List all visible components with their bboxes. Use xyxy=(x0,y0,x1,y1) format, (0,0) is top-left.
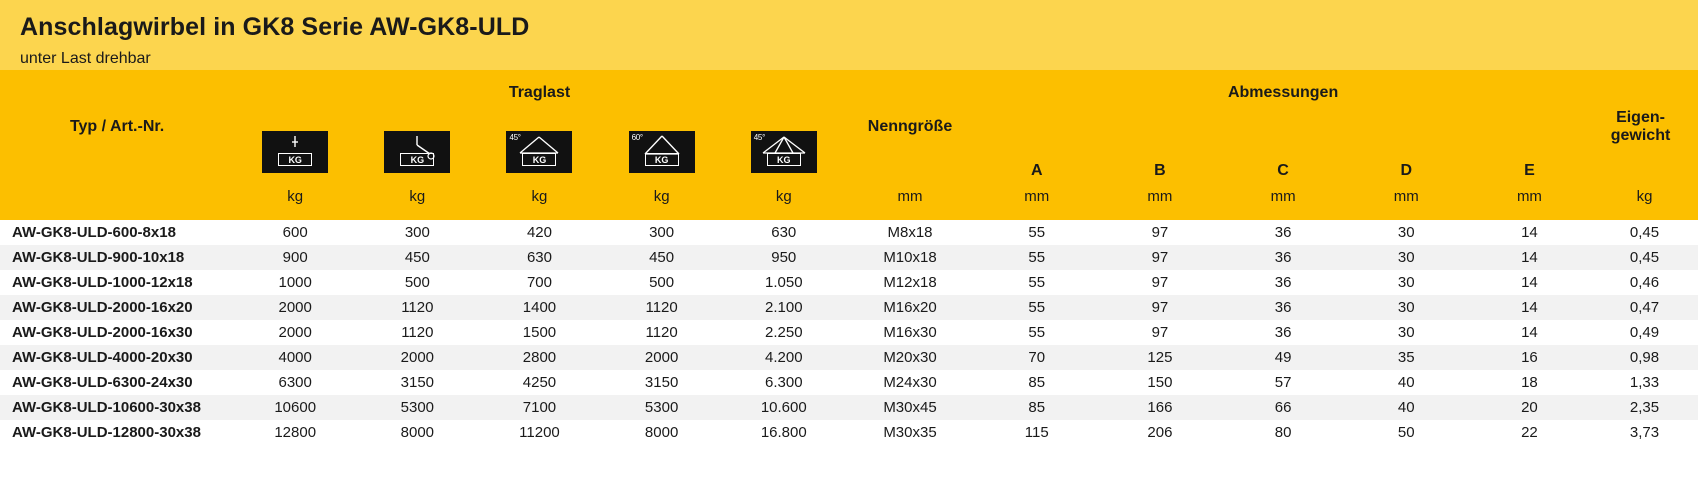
cell-value: 3150 xyxy=(601,370,723,395)
cell-value: 8000 xyxy=(601,420,723,445)
cell-value: 30 xyxy=(1345,220,1468,245)
cell-value: 40 xyxy=(1345,370,1468,395)
load-two-leg-60-icon xyxy=(629,131,695,173)
cell-value: 6300 xyxy=(234,370,356,395)
cell-value: M16x20 xyxy=(845,295,975,320)
cell-value: 2.100 xyxy=(723,295,845,320)
load-two-leg-60-cell xyxy=(601,118,723,186)
cell-value: 1.050 xyxy=(723,270,845,295)
unit-dimension-c: mm xyxy=(1222,186,1345,220)
cell-value: 206 xyxy=(1098,420,1221,445)
load-straight-cell xyxy=(234,118,356,186)
cell-value: 97 xyxy=(1098,320,1221,345)
cell-value: 166 xyxy=(1098,395,1221,420)
load-single-hook-cell xyxy=(356,118,478,186)
cell-value: M10x18 xyxy=(845,245,975,270)
cell-value: 97 xyxy=(1098,270,1221,295)
cell-value: 20 xyxy=(1468,395,1591,420)
cell-value: 630 xyxy=(478,245,600,270)
cell-value: 85 xyxy=(975,370,1098,395)
load-two-leg-60-label: KG xyxy=(645,153,679,166)
cell-value: 57 xyxy=(1222,370,1345,395)
header-dimension-c: C xyxy=(1222,118,1345,186)
cell-value: M8x18 xyxy=(845,220,975,245)
cell-typ: AW-GK8-ULD-10600-30x38 xyxy=(0,395,234,420)
cell-value: 3150 xyxy=(356,370,478,395)
load-two-leg-45-label: KG xyxy=(522,153,556,166)
header-dimension-a: A xyxy=(975,118,1098,186)
load-two-leg-45-cell xyxy=(478,118,600,186)
cell-value: 10600 xyxy=(234,395,356,420)
table-row xyxy=(0,345,1698,370)
cell-value: 40 xyxy=(1345,395,1468,420)
cell-value: 6.300 xyxy=(723,370,845,395)
unit-dimension-b: mm xyxy=(1098,186,1221,220)
cell-value: 80 xyxy=(1222,420,1345,445)
cell-value: M20x30 xyxy=(845,345,975,370)
cell-typ: AW-GK8-ULD-4000-20x30 xyxy=(0,345,234,370)
cell-value: 8000 xyxy=(356,420,478,445)
cell-value: 300 xyxy=(356,220,478,245)
table-row xyxy=(0,295,1698,320)
unit-dimension-e: mm xyxy=(1468,186,1591,220)
cell-value: 35 xyxy=(1345,345,1468,370)
unit-traglast-5: kg xyxy=(723,186,845,220)
cell-value: 7100 xyxy=(478,395,600,420)
cell-value: 16 xyxy=(1468,345,1591,370)
cell-value: 5300 xyxy=(356,395,478,420)
header-typ: Typ / Art.-Nr. xyxy=(0,70,234,186)
cell-typ: AW-GK8-ULD-2000-16x20 xyxy=(0,295,234,320)
unit-eigengewicht: kg xyxy=(1591,186,1698,220)
cell-value: 2000 xyxy=(601,345,723,370)
cell-value: 0,45 xyxy=(1591,245,1698,270)
cell-value: 450 xyxy=(356,245,478,270)
table-body xyxy=(0,220,1698,445)
cell-typ: AW-GK8-ULD-600-8x18 xyxy=(0,220,234,245)
header-nenngroesse: Nenngröße xyxy=(845,70,975,186)
table-row xyxy=(0,420,1698,445)
cell-value: 50 xyxy=(1345,420,1468,445)
specification-table xyxy=(0,70,1698,445)
cell-value: 1120 xyxy=(356,320,478,345)
unit-typ xyxy=(0,186,234,220)
unit-traglast-3: kg xyxy=(478,186,600,220)
unit-traglast-2: kg xyxy=(356,186,478,220)
header-abmessungen: Abmessungen xyxy=(975,70,1591,118)
cell-value: 0,46 xyxy=(1591,270,1698,295)
cell-value: 1400 xyxy=(478,295,600,320)
load-single-hook-icon xyxy=(384,131,450,173)
cell-value: 125 xyxy=(1098,345,1221,370)
cell-value: 49 xyxy=(1222,345,1345,370)
page-title: Anschlagwirbel in GK8 Serie AW-GK8-ULD xyxy=(20,13,530,41)
cell-value: 420 xyxy=(478,220,600,245)
cell-value: 0,49 xyxy=(1591,320,1698,345)
header-eigengewicht-line2: gewicht xyxy=(1610,127,1671,144)
cell-value: 2.250 xyxy=(723,320,845,345)
unit-dimension-a: mm xyxy=(975,186,1098,220)
cell-value: 4250 xyxy=(478,370,600,395)
cell-value: 1120 xyxy=(601,295,723,320)
cell-value: 30 xyxy=(1345,295,1468,320)
table-row xyxy=(0,270,1698,295)
cell-value: 2000 xyxy=(234,295,356,320)
header-dimension-e: E xyxy=(1468,118,1591,186)
cell-value: 97 xyxy=(1098,295,1221,320)
cell-value: 55 xyxy=(975,270,1098,295)
cell-value: 2000 xyxy=(234,320,356,345)
load-two-leg-60-angle: 60° xyxy=(631,133,643,142)
cell-value: 630 xyxy=(723,220,845,245)
cell-value: 2,35 xyxy=(1591,395,1698,420)
cell-value: M30x35 xyxy=(845,420,975,445)
cell-value: 66 xyxy=(1222,395,1345,420)
cell-value: 4.200 xyxy=(723,345,845,370)
cell-value: 1120 xyxy=(601,320,723,345)
cell-value: 14 xyxy=(1468,295,1591,320)
cell-value: 500 xyxy=(601,270,723,295)
cell-value: 97 xyxy=(1098,245,1221,270)
cell-value: 10.600 xyxy=(723,395,845,420)
cell-typ: AW-GK8-ULD-12800-30x38 xyxy=(0,420,234,445)
cell-value: 4000 xyxy=(234,345,356,370)
cell-value: 14 xyxy=(1468,320,1591,345)
cell-value: 36 xyxy=(1222,295,1345,320)
cell-typ: AW-GK8-ULD-6300-24x30 xyxy=(0,370,234,395)
header-eigengewicht xyxy=(1591,70,1698,186)
cell-value: 0,45 xyxy=(1591,220,1698,245)
unit-traglast-4: kg xyxy=(601,186,723,220)
cell-value: 30 xyxy=(1345,320,1468,345)
cell-value: 14 xyxy=(1468,220,1591,245)
table-unit-header-row xyxy=(0,186,1698,220)
cell-value: 0,98 xyxy=(1591,345,1698,370)
header-dimension-b: B xyxy=(1098,118,1221,186)
header-eigengewicht-line1: Eigen- xyxy=(1616,108,1665,126)
cell-value: 22 xyxy=(1468,420,1591,445)
cell-value: 30 xyxy=(1345,270,1468,295)
cell-value: 5300 xyxy=(601,395,723,420)
title-band xyxy=(0,0,1698,70)
table-row xyxy=(0,245,1698,270)
cell-value: 1,33 xyxy=(1591,370,1698,395)
cell-typ: AW-GK8-ULD-1000-12x18 xyxy=(0,270,234,295)
load-four-leg-45-angle: 45° xyxy=(753,133,765,142)
cell-value: 36 xyxy=(1222,220,1345,245)
cell-value: 2800 xyxy=(478,345,600,370)
header-traglast: Traglast xyxy=(234,70,845,118)
cell-value: 97 xyxy=(1098,220,1221,245)
cell-value: 30 xyxy=(1345,245,1468,270)
table-row xyxy=(0,320,1698,345)
cell-value: 1000 xyxy=(234,270,356,295)
cell-value: 3,73 xyxy=(1591,420,1698,445)
cell-value: M16x30 xyxy=(845,320,975,345)
cell-value: M30x45 xyxy=(845,395,975,420)
cell-value: 18 xyxy=(1468,370,1591,395)
load-two-leg-45-icon xyxy=(506,131,572,173)
load-straight-label: KG xyxy=(278,153,312,166)
table-row xyxy=(0,370,1698,395)
unit-dimension-d: mm xyxy=(1345,186,1468,220)
load-two-leg-45-angle: 45° xyxy=(509,133,521,142)
cell-value: 12800 xyxy=(234,420,356,445)
cell-value: 150 xyxy=(1098,370,1221,395)
load-four-leg-45-icon xyxy=(751,131,817,173)
cell-value: 1120 xyxy=(356,295,478,320)
cell-value: 600 xyxy=(234,220,356,245)
cell-value: 70 xyxy=(975,345,1098,370)
cell-value: 14 xyxy=(1468,245,1591,270)
table-row xyxy=(0,220,1698,245)
cell-value: 55 xyxy=(975,295,1098,320)
cell-value: 11200 xyxy=(478,420,600,445)
table-group-header-row xyxy=(0,70,1698,118)
load-four-leg-45-label: KG xyxy=(767,153,801,166)
cell-value: 55 xyxy=(975,320,1098,345)
cell-value: M12x18 xyxy=(845,270,975,295)
cell-value: 900 xyxy=(234,245,356,270)
cell-value: 55 xyxy=(975,245,1098,270)
cell-value: 300 xyxy=(601,220,723,245)
table-row xyxy=(0,395,1698,420)
cell-value: 0,47 xyxy=(1591,295,1698,320)
cell-value: 2000 xyxy=(356,345,478,370)
cell-value: 950 xyxy=(723,245,845,270)
cell-typ: AW-GK8-ULD-900-10x18 xyxy=(0,245,234,270)
cell-value: 55 xyxy=(975,220,1098,245)
cell-value: 115 xyxy=(975,420,1098,445)
load-four-leg-45-cell xyxy=(723,118,845,186)
cell-value: 36 xyxy=(1222,245,1345,270)
cell-value: 36 xyxy=(1222,320,1345,345)
cell-value: 14 xyxy=(1468,270,1591,295)
cell-value: 500 xyxy=(356,270,478,295)
cell-value: 450 xyxy=(601,245,723,270)
unit-nenngroesse: mm xyxy=(845,186,975,220)
load-straight-icon xyxy=(262,131,328,173)
cell-value: M24x30 xyxy=(845,370,975,395)
page-subtitle: unter Last drehbar xyxy=(20,49,151,67)
header-dimension-d: D xyxy=(1345,118,1468,186)
cell-value: 36 xyxy=(1222,270,1345,295)
load-single-hook-label: KG xyxy=(400,153,434,166)
cell-value: 16.800 xyxy=(723,420,845,445)
cell-typ: AW-GK8-ULD-2000-16x30 xyxy=(0,320,234,345)
unit-traglast-1: kg xyxy=(234,186,356,220)
cell-value: 700 xyxy=(478,270,600,295)
cell-value: 85 xyxy=(975,395,1098,420)
cell-value: 1500 xyxy=(478,320,600,345)
